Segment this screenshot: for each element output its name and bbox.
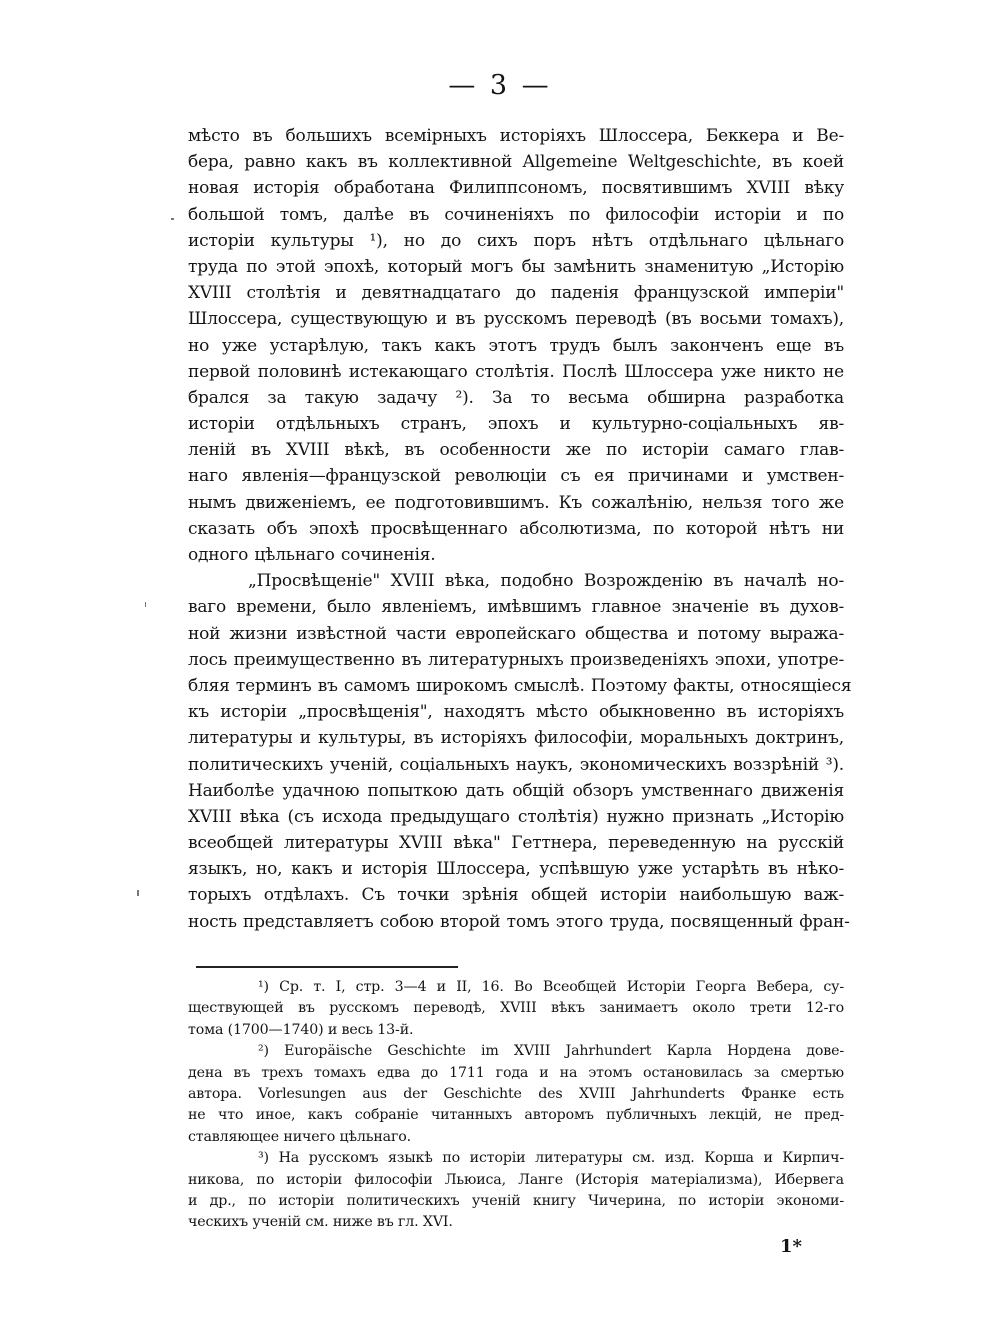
text-line: брался за такую задачу ²). За то весьма обширна разработка [188,387,844,408]
text-line: языкъ, но, какъ и исторія Шлоссера, успѣвшую уже устарѣть въ нѣко- [188,859,844,880]
text-line: труда по этой эпохѣ, который могъ бы замѣнить знаменитую „Исторію [188,256,844,277]
footnote-line: автора. Vorlesungen aus der Geschichte des XVIII Jahrhunderts Франке есть [188,1085,844,1102]
text-line: Наиболѣе удачною попыткою дать общій обзоръ умственнаго движенія [188,780,844,801]
text-line: политическихъ ученій, соціальныхъ наукъ, экономическихъ воззрѣній ³). [188,754,844,775]
text-line: мѣсто въ большихъ всемірныхъ исторіяхъ Шлоссера, Беккера и Ве- [188,126,844,146]
text-line: нымъ движеніемъ, ее подготовившимъ. Къ сожалѣнію, нельзя того же [188,492,844,513]
text-line: ваго времени, было явленіемъ, имѣвшимъ главное значеніе въ духов- [188,597,844,618]
scan-speck [137,890,139,896]
text-line: торыхъ отдѣлахъ. Съ точки зрѣнія общей исторіи наибольшую важ- [188,885,844,906]
footnote-divider [196,966,458,968]
footnote-line: никова, по исторіи философіи Льюиса, Ланге (Исторія матеріализма), Ибервега [188,1171,844,1188]
footnote-line: ²) Europäische Geschichte im XVIII Jahrhundert Карла Нордена дове- [258,1043,844,1060]
text-line: но уже устарѣлую, такъ какъ этотъ трудъ былъ законченъ еще въ [188,335,844,356]
footnote-line: ществующей въ русскомъ переводѣ, XVIII вѣкъ занимаетъ около трети 12-го [188,1000,844,1017]
text-line: бера, равно какъ въ коллективной Allgemeine Weltgeschichte, въ коей [188,152,844,173]
printer-signature: 1* [780,1236,802,1257]
text-line: бляя терминъ въ самомъ широкомъ смыслѣ. Поэтому факты, относящіеся [188,675,852,696]
text-line: литературы и культуры, въ исторіяхъ философіи, моральныхъ доктринъ, [188,728,844,749]
footnote-line: ¹) Ср. т. I, стр. 3—4 и II, 16. Во Всеобщей Исторіи Георга Вебера, су- [258,979,844,995]
text-line: XVIII столѣтія и девятнадцатаго до паденія французской имперіи" [188,283,844,304]
footnote-line: и др., по исторіи политическихъ ученій книгу Чичерина, по исторіи экономи- [188,1192,844,1209]
text-line: къ исторіи „просвѣщенія", находятъ мѣсто обыкновенно въ исторіяхъ [188,702,844,723]
text-line: исторіи отдѣльныхъ странъ, эпохъ и культурно-соціальныхъ яв- [188,414,844,435]
text-line: новая исторія обработана Филиппсономъ, посвятившимъ XVIII вѣку [188,178,844,199]
footnotes [188,977,844,1234]
footnote-line: дена въ трехъ томахъ едва до 1711 года и на этомъ остановилась за смертью [188,1064,844,1081]
text-line: ность представляетъ собою второй томъ этого труда, посвященный фран- [188,911,850,932]
page-number: — 3 — [448,70,552,101]
text-line: Шлоссера, существующую и въ русскомъ переводѣ (въ восьми томахъ), [188,309,844,330]
footnote-line: ³) На русскомъ языкѣ по исторіи литературы см. изд. Корша и Кирпич- [258,1150,844,1167]
text-line: лось преимущественно въ литературныхъ произведеніяхъ эпохи, употре- [188,649,844,670]
scan-speck [171,218,174,220]
text-line: первой половинѣ истекающаго столѣтія. Послѣ Шлоссера уже никто не [188,361,844,382]
main-text [188,123,852,935]
text-line: одного цѣльнаго сочиненія. [188,545,436,565]
footnote-line: ставляющее ничего цѣльнаго. [188,1128,411,1145]
text-line: XVIII вѣка (съ исхода предыдущаго столѣтія) нужно признать „Исторію [188,806,844,827]
text-line: ной жизни извѣстной части европейскаго общества и потому выража- [188,623,844,644]
text-line: наго явленія—французской революціи съ ея причинами и умствен- [188,466,844,487]
text-line: сказать объ эпохѣ просвѣщеннаго абсолютизма, по которой нѣтъ ни [188,518,844,539]
text-line: большой томъ, далѣе въ сочиненіяхъ по философіи исторіи и по [188,204,844,225]
footnote-line: тома (1700—1740) и весь 13-й. [188,1021,414,1038]
text-line: исторіи культуры ¹), но до сихъ поръ нѣтъ отдѣльнаго цѣльнаго [188,230,844,251]
scan-speck [145,602,146,607]
text-line: всеобщей литературы XVIII вѣка" Геттнера, переведенную на русскій [188,833,844,854]
footnote-line: не что иное, какъ собраніе читанныхъ авторомъ публичныхъ лекцій, не пред- [188,1107,844,1124]
text-line: „Просвѣщеніе" XVIII вѣка, подобно Возрожденію въ началѣ но- [248,571,844,592]
footnote-line: ческихъ ученій см. ниже въ гл. XVI. [188,1214,453,1231]
text-line: леній въ XVIII вѣкѣ, въ особенности же по исторіи самаго глав- [188,440,844,461]
